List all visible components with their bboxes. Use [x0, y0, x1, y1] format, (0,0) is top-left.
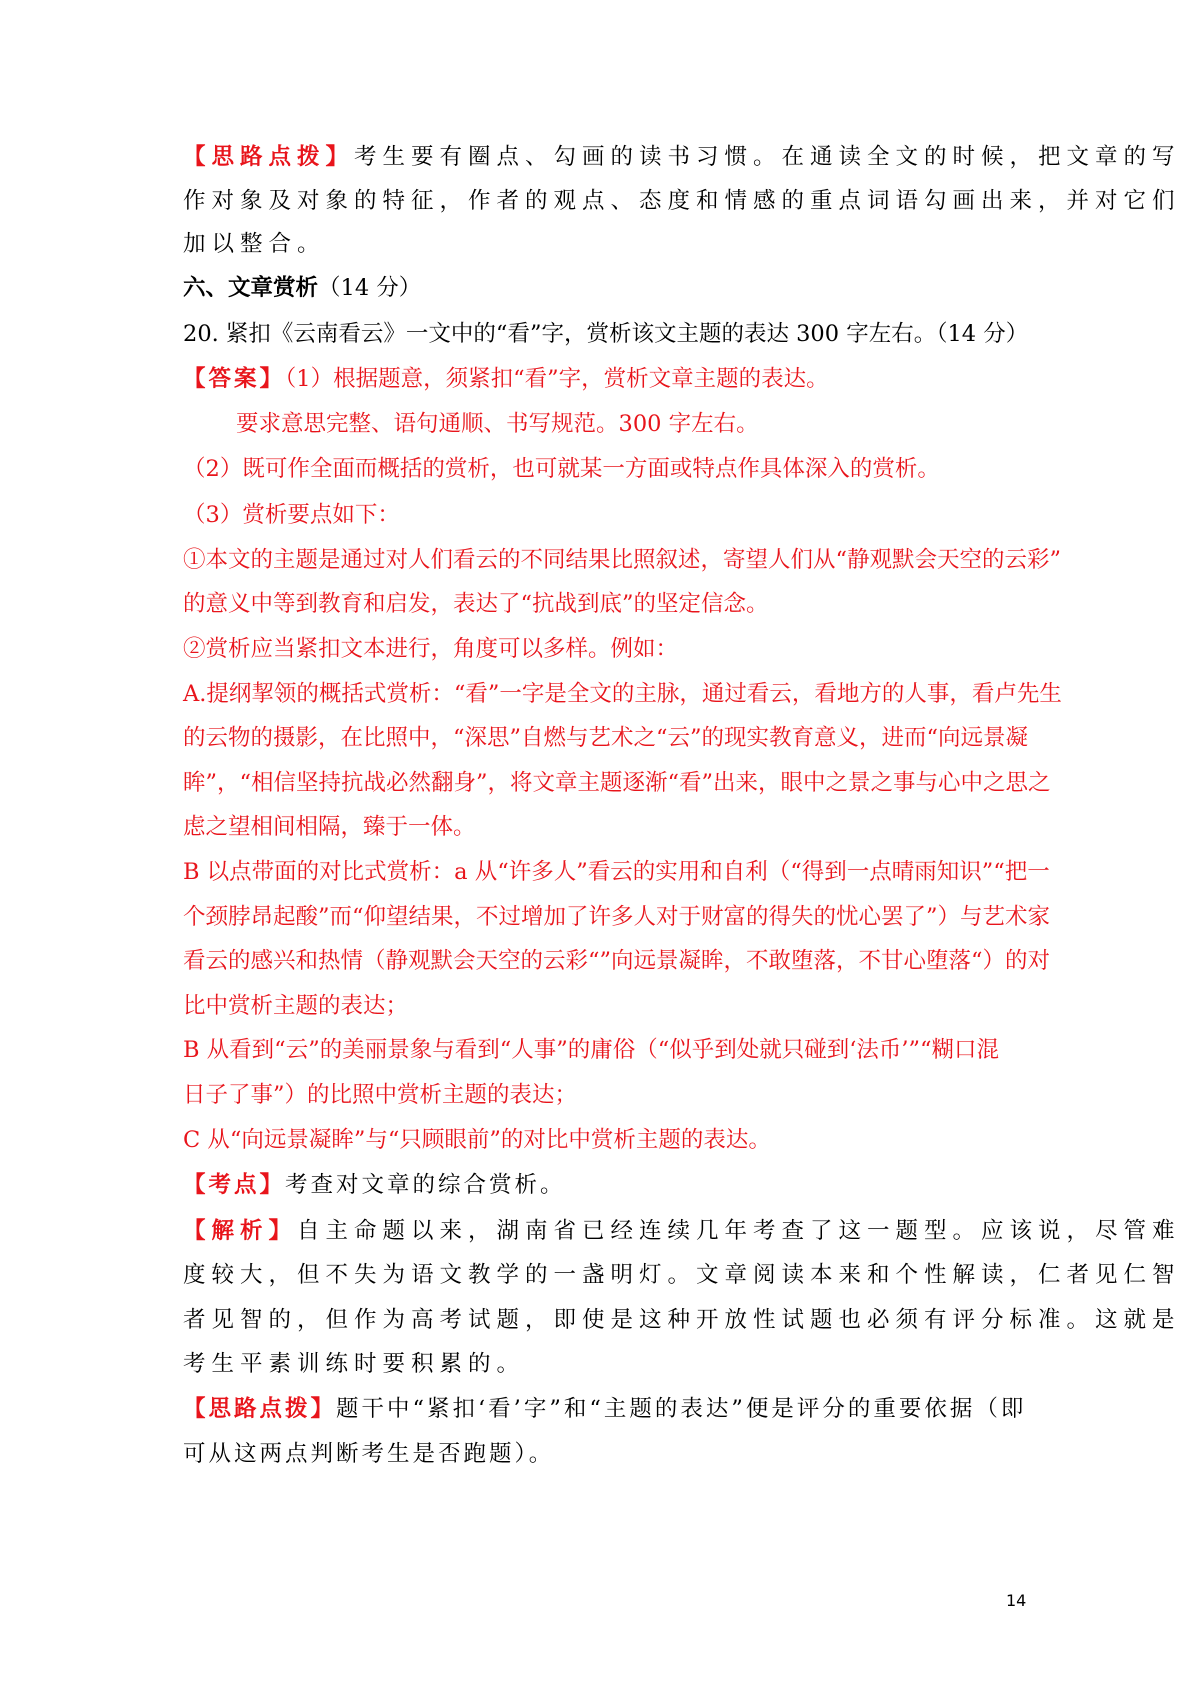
- answer-line: C 从“向远景凝眸”与“只顾眼前”的对比中赏析主题的表达。: [183, 1127, 771, 1153]
- tag-thinking-tip: 【思路点拨】: [183, 1396, 337, 1422]
- page-number: 14: [1006, 1591, 1027, 1610]
- tip-text: 考生要有圈点、勾画的读书习惯。在通读全文的时候，把文章的写: [354, 144, 1181, 170]
- answer-text: （1）根据题意，须紧扣“看”字，赏析文章主题的表达。: [285, 366, 829, 392]
- answer-line: 比中赏析主题的表达；: [183, 993, 409, 1019]
- text-line: 度较大，但不失为语文教学的一盏明灯。文章阅读本来和个性解读，仁者见仁智: [183, 1262, 1181, 1288]
- text-line: 可从这两点判断考生是否跑题）。: [183, 1441, 555, 1467]
- section-score: （14 分）: [318, 275, 422, 301]
- answer-line-1: [183, 364, 1023, 394]
- section-title: 六、文章赏析: [183, 275, 319, 301]
- answer-line: B 以点带面的对比式赏析：a 从“许多人”看云的实用和自利（“得到一点晴雨知识”“把一: [183, 859, 1050, 885]
- tip-text: 题干中“紧扣‘看’字”和“主题的表达”便是评分的重要依据（即: [336, 1396, 1027, 1422]
- answer-line: 日子了事”）的比照中赏析主题的表达；: [183, 1082, 578, 1108]
- tag-answer: 【答案】: [183, 366, 286, 392]
- answer-line: ①本文的主题是通过对人们看云的不同结果比照叙述，寄望人们从“静观默会天空的云彩”: [183, 547, 1062, 573]
- answer-line: 眸”，“相信坚持抗战必然翻身”，将文章主题逐渐“看”出来，眼中之景之事与心中之思之: [183, 770, 1051, 796]
- question-20: 20. 紧扣《云南看云》一文中的“看”字，赏析该文主题的表达 300 字左右。（14 分）: [183, 321, 1029, 347]
- answer-line: 的云物的摄影，在比照中，“深思”自燃与艺术之“云”的现实教育意义，进而“向远景凝: [183, 725, 1029, 751]
- answer-line: A.提纲挈领的概括式赏析：“看”一字是全文的主脉，通过看云，看地方的人事，看卢先生: [183, 681, 1062, 707]
- answer-line: （2）既可作全面而概括的赏析，也可就某一方面或特点作具体深入的赏析。: [183, 456, 940, 482]
- answer-line: 个颈脖昂起酸”而“仰望结果，不过增加了许多人对于财富的得失的忧心罢了”）与艺术家: [183, 904, 1051, 930]
- answer-line: （3）赏析要点如下：: [183, 502, 400, 528]
- section-heading: [183, 273, 1023, 303]
- text-line: 者见智的，但作为高考试题，即使是这种开放性试题也必须有评分标准。这就是: [183, 1307, 1181, 1333]
- answer-line: 的意义中等到教育和启发，表达了“抗战到底”的坚定信念。: [183, 591, 769, 617]
- answer-line: 要求意思完整、语句通顺、书写规范。300 字左右。: [236, 411, 759, 437]
- answer-line: B 从看到“云”的美丽景象与看到“人事”的庸俗（“似乎到处就只碰到‘法币’”“糊口混: [183, 1037, 1000, 1063]
- tag-thinking-tip: 【思路点拨】: [183, 144, 355, 170]
- key-point-line: [183, 1170, 1023, 1200]
- line-thinking-tip-1: [183, 142, 1181, 172]
- text-line: 加以整合。: [183, 231, 326, 257]
- answer-line: 虑之望相间相隔，臻于一体。: [183, 814, 476, 840]
- thinking-tip-line-2: [183, 1394, 1027, 1424]
- answer-line: 看云的感兴和热情（静观默会天空的云彩“”向远景凝眸，不敢堕落，不甘心堕落“）的对: [183, 948, 1051, 974]
- text-line: 考生平素训练时要积累的。: [183, 1351, 526, 1377]
- tag-analysis: 【解析】: [183, 1218, 298, 1244]
- analysis-text: 自主命题以来，湖南省已经连续几年考查了这一题型。应该说，尽管难: [297, 1218, 1181, 1244]
- answer-line: ②赏析应当紧扣文本进行，角度可以多样。例如：: [183, 636, 679, 662]
- key-point-text: 考查对文章的综合赏析。: [285, 1172, 566, 1198]
- text-line: 作对象及对象的特征，作者的观点、态度和情感的重点词语勾画出来，并对它们: [183, 188, 1181, 214]
- tag-key-point: 【考点】: [183, 1172, 286, 1198]
- analysis-line-1: [183, 1216, 1181, 1246]
